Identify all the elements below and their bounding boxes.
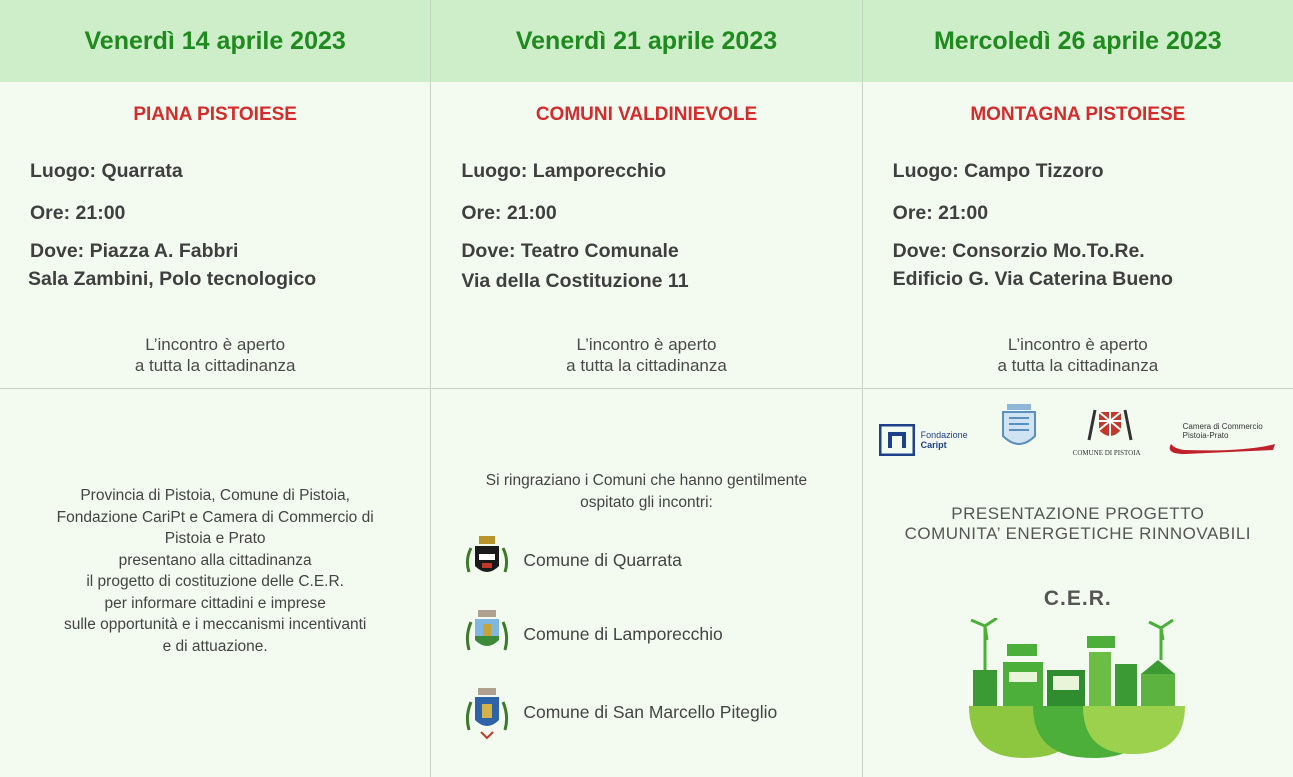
camera-text: Camera di Commercio (1182, 422, 1263, 431)
comune-quarrata (465, 532, 682, 588)
date-1: Venerdì 14 aprile 2023 (0, 0, 431, 82)
open-note-line-1: L’incontro è aperto (145, 335, 286, 354)
open-note-line-1: L’incontro è aperto (1007, 335, 1148, 354)
fondazione-caript-logo (879, 424, 968, 456)
green-city-illustration-icon (963, 618, 1189, 758)
open-note (863, 334, 1293, 376)
place: Luogo: Campo Tizzoro (892, 160, 1104, 182)
comune-lamporecchio (465, 606, 722, 662)
project-line-1: PRESENTAZIONE PROGETTO (951, 504, 1205, 523)
intro-line: Provincia di Pistoia, Comune di Pistoia, (80, 487, 350, 504)
comune-pistoia-emblem-icon (1085, 404, 1135, 448)
cer-title: C.E.R. (1043, 587, 1112, 610)
column-2 (431, 82, 862, 777)
intro-paragraph (10, 485, 420, 657)
thanks-line: ospitato gli incontri: (580, 493, 713, 511)
location-line-1: Dove: Teatro Comunale (461, 240, 679, 262)
san-marcello-crest-icon (465, 684, 509, 740)
intro-line: per informare cittadini e imprese (104, 594, 326, 612)
comune-san-marcello (465, 684, 777, 740)
project-line-2: COMUNITA’ ENERGETICHE RINNOVABILI (904, 524, 1252, 543)
place: Luogo: Quarrata (30, 160, 183, 182)
fondazione-text: Fondazione (920, 430, 968, 440)
dates-header (0, 0, 1293, 82)
quarrata-crest-icon (465, 532, 509, 588)
location-line-2: Edificio G. Via Caterina Bueno (892, 268, 1173, 290)
intro-line: Fondazione CariPt e Camera di Commercio di (56, 508, 374, 526)
region-title: COMUNI VALDINIEVOLE (535, 104, 758, 125)
time: Ore: 21:00 (30, 202, 126, 224)
fondazione-logo-icon (879, 424, 915, 456)
lamporecchio-crest-icon (465, 606, 509, 662)
caript-text: Caript (920, 440, 947, 450)
location-line-2: Via della Costituzione 11 (461, 270, 689, 292)
date-3: Mercoledì 26 aprile 2023 (933, 26, 1222, 55)
camera-commercio-logo (1165, 422, 1277, 463)
column-3 (863, 82, 1293, 777)
events-grid (0, 82, 1293, 777)
comune-name: Comune di Quarrata (523, 549, 682, 570)
place: Luogo: Lamporecchio (461, 160, 667, 182)
column-1 (0, 82, 431, 777)
intro-line: Pistoia e Prato (164, 530, 266, 547)
camera-text-2: Pistoia-Prato (1182, 431, 1229, 440)
open-note-line-2: a tutta la cittadinanza (997, 356, 1159, 375)
open-note-line-2: a tutta la cittadinanza (134, 356, 296, 375)
comune-name: Comune di San Marcello Piteglio (523, 701, 778, 722)
open-note-line-1: L’incontro è aperto (576, 335, 717, 354)
open-note (431, 334, 861, 376)
comune-name: Comune di Lamporecchio (523, 623, 723, 644)
time: Ore: 21:00 (892, 202, 989, 224)
region-title: PIANA PISTOIESE (133, 104, 297, 125)
intro-line: presentano alla cittadinanza (118, 551, 312, 569)
open-note (0, 334, 430, 376)
open-note-line-2: a tutta la cittadinanza (566, 356, 727, 375)
location-line-2: Sala Zambini, Polo tecnologico (28, 268, 317, 290)
intro-line: sulle opportunità e i meccanismi incentivanti (63, 616, 367, 633)
section-divider (0, 388, 1293, 389)
thanks-line: Si ringraziano i Comuni che hanno gentilmente (485, 472, 808, 489)
provincia-pistoia-emblem-icon (997, 402, 1041, 456)
intro-line: il progetto di costituzione delle C.E.R. (86, 573, 344, 590)
location-line-1: Dove: Piazza A. Fabbri (30, 240, 239, 262)
project-title (863, 504, 1293, 544)
date-2: Venerdì 21 aprile 2023 (431, 0, 862, 82)
intro-line: e di attuazione. (162, 637, 268, 655)
location-line-1: Dove: Consorzio Mo.To.Re. (892, 240, 1145, 262)
time: Ore: 21:00 (461, 202, 557, 224)
comune-pistoia-text: COMUNE DI PISTOIA (1072, 449, 1141, 457)
thanks-paragraph (441, 470, 851, 513)
region-title: MONTAGNA PISTOIESE (970, 104, 1186, 125)
camera-swoosh-icon (1165, 440, 1277, 458)
